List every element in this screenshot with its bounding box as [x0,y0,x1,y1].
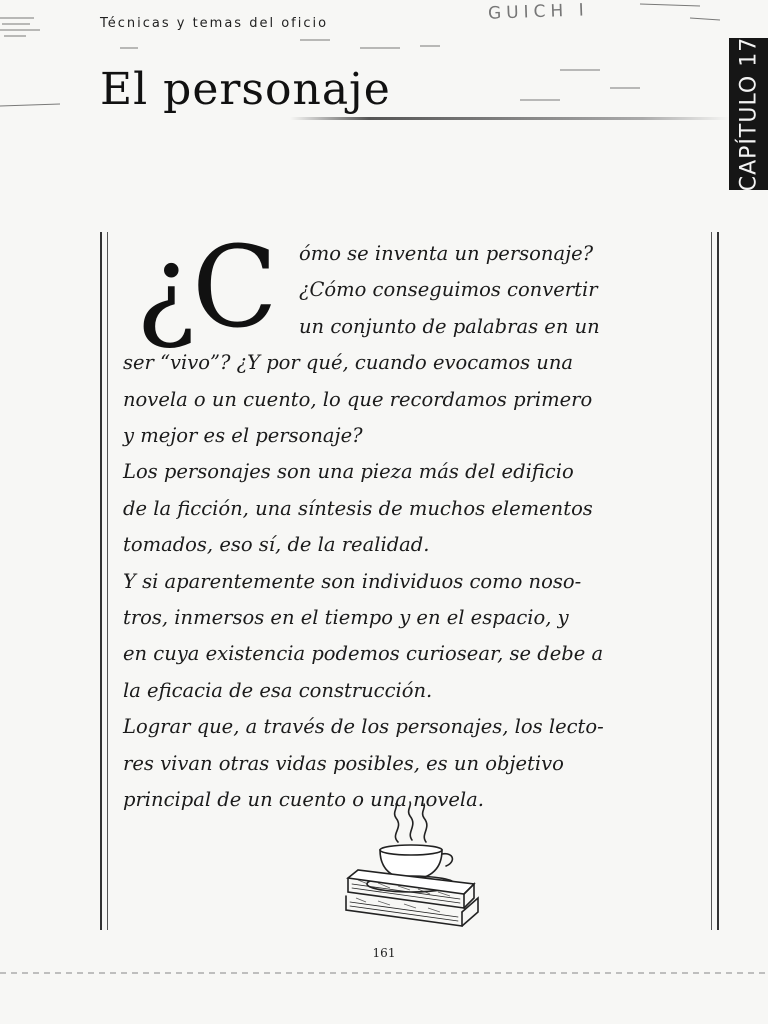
body-line: Y si aparentemente son individuos como noso- [123,569,582,593]
body-line: un conjunto de palabras en un [299,314,600,338]
chapter-tab [729,38,768,190]
page-number: 161 [372,946,396,960]
body-line: la eficacia de esa construcción. [123,678,433,702]
body-text [123,236,701,819]
drop-cap: ¿C [136,223,274,353]
frame-right-border [711,232,719,930]
body-line: y mejor es el personaje? [123,424,363,448]
body-line: res vivan otras vidas posibles, es un objetivo [123,751,564,775]
title-underline [290,117,730,120]
body-line: Lograr que, a través de los personajes, los lecto- [123,715,604,739]
body-line: ómo se inventa un personaje? [299,242,594,265]
body-line: ser “vivo”? ¿Y por qué, cuando evocamos una [123,351,574,375]
chapter-tab-label: CAPÍTULO 17 [736,36,761,192]
body-line: tros, inmersos en el tiempo y en el espacio, y [123,606,569,630]
body-line: de la ficción, una síntesis de muchos elementos [123,496,593,520]
bottom-scan-rule [0,972,768,974]
cup-on-books-illustration [338,800,488,935]
body-line: tomados, eso sí, de la realidad. [123,533,430,557]
body-line: novela o un cuento, lo que recordamos primero [123,387,593,411]
body-line: Los personajes son una pieza más del edificio [123,460,574,484]
frame-left-border [100,232,108,930]
body-line: ¿Cómo conseguimos convertir [299,278,598,302]
body-line: en cuya existencia podemos curiosear, se debe a [123,642,604,666]
running-head: Técnicas y temas del oficio [100,16,329,31]
handwritten-note: GUICH I [487,0,590,24]
body-line: principal de un cuento o una novela. [123,788,484,812]
chapter-title: El personaje [100,64,391,115]
